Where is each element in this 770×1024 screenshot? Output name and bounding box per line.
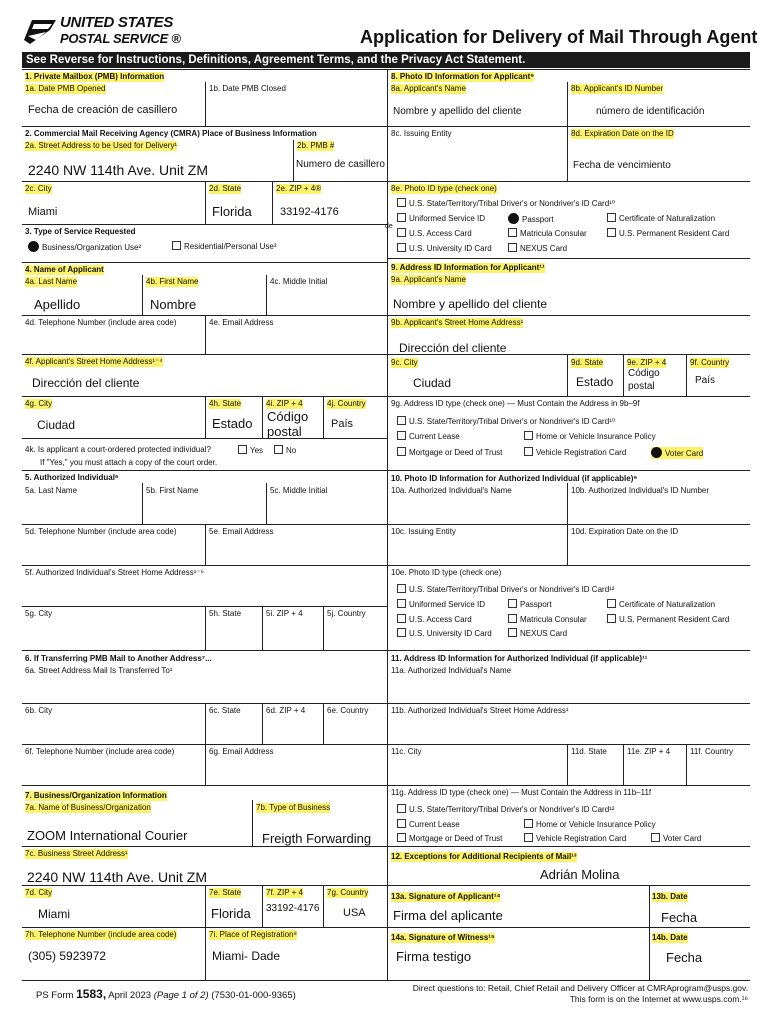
- s9-id-vehicle[interactable]: Vehicle Registration Card: [524, 447, 626, 458]
- s4a-label: 4a. Last Name: [25, 277, 78, 286]
- s2-heading: 2. Commercial Mail Receiving Agency (CMRA) Place of Business Information: [25, 129, 317, 138]
- checkbox[interactable]: [397, 628, 406, 637]
- divider: [567, 744, 568, 785]
- footer-internet: This form is on the Internet at www.usps.com.¹⁶: [569, 994, 748, 1004]
- s7-heading: 7. Business/Organization Information: [25, 791, 167, 800]
- s11b-label: 11b. Authorized Individual's Street Home Address¹: [391, 706, 569, 715]
- s9a-value[interactable]: Nombre y apellido del cliente: [393, 297, 548, 311]
- checkbox[interactable]: [607, 614, 616, 623]
- s1b-label: 1b. Date PMB Closed: [209, 84, 286, 93]
- applicant-date[interactable]: Fecha: [661, 910, 698, 925]
- checkbox[interactable]: [397, 243, 406, 252]
- s8d-value[interactable]: Fecha de vencimiento: [573, 160, 671, 171]
- page-title: Application for Delivery of Mail Through Agent: [360, 27, 758, 47]
- s3-heading: 3. Type of Service Requested: [25, 227, 136, 236]
- s10-id-state[interactable]: U.S. State/Territory/Tribal Driver's or Nondriver's ID Card¹²: [397, 584, 614, 595]
- s10e-label: 10e. Photo ID type (check one): [391, 568, 502, 577]
- divider: [22, 69, 750, 70]
- s4i-label: 4i. ZIP + 4: [266, 399, 303, 408]
- s8-id-nexus[interactable]: NEXUS Card: [508, 243, 567, 254]
- checkbox[interactable]: [397, 431, 406, 440]
- s11-id-voter[interactable]: Voter Card: [651, 833, 701, 844]
- divider: [567, 126, 568, 181]
- divider: [686, 354, 687, 396]
- divider: [262, 396, 263, 438]
- center-divider: [387, 69, 388, 981]
- s2e-value[interactable]: 33192-4176: [280, 206, 339, 218]
- checkbox[interactable]: [172, 241, 181, 250]
- divider: [205, 606, 206, 650]
- s2e-label: 2e. ZIP + 4®: [276, 184, 322, 193]
- checkbox[interactable]: [397, 198, 406, 207]
- s5a-label: 5a. Last Name: [25, 486, 78, 495]
- checkbox[interactable]: [508, 228, 517, 237]
- divider: [567, 524, 568, 565]
- s1a-value[interactable]: Fecha de creación de casillero: [28, 104, 178, 116]
- divider: [293, 140, 294, 181]
- divider: [272, 181, 273, 224]
- checkbox[interactable]: [508, 599, 517, 608]
- s11-id-state[interactable]: U.S. State/Territory/Tribal Driver's or Nondriver's ID Card¹²: [397, 804, 614, 815]
- s7e-value[interactable]: Florida: [211, 906, 251, 921]
- form-number: 1583,: [76, 987, 107, 1001]
- divider: [387, 126, 750, 127]
- s4a-value[interactable]: Apellido: [34, 297, 81, 312]
- s9e-value1[interactable]: Código: [628, 368, 660, 379]
- divider: [387, 258, 750, 259]
- s9b-label: 9b. Applicant's Street Home Address¹: [391, 318, 524, 327]
- s9f-value[interactable]: País: [695, 375, 716, 386]
- s7e-label: 7e. State: [209, 888, 242, 897]
- s9c-value[interactable]: Ciudad: [413, 376, 452, 390]
- divider: [205, 703, 206, 744]
- divider: [623, 744, 624, 785]
- checkbox[interactable]: [524, 833, 533, 842]
- divider: [205, 82, 206, 126]
- checkbox[interactable]: [397, 584, 406, 593]
- s13b-label: 13b. Date: [652, 892, 688, 901]
- divider: [266, 275, 267, 315]
- s8-id-matricula[interactable]: Matricula Consular: [508, 228, 587, 239]
- checkbox[interactable]: [274, 445, 283, 454]
- divider: [387, 650, 750, 651]
- divider: [323, 885, 324, 927]
- s11-id-lease[interactable]: Current Lease: [397, 819, 460, 830]
- s1a-label: 1a. Date PMB Opened: [25, 84, 106, 93]
- divider: [567, 483, 568, 524]
- divider: [142, 483, 143, 524]
- s11d-label: 11d. State: [571, 747, 607, 756]
- divider: [262, 606, 263, 650]
- s9a-label: 9a. Applicant's Name: [391, 275, 466, 284]
- s8a-value[interactable]: Nombre y apellido del cliente: [393, 106, 522, 117]
- checkbox[interactable]: [524, 447, 533, 456]
- s11-heading: 11. Address ID Information for Authorized Individual (if applicable)¹¹: [391, 654, 648, 663]
- radio-checked[interactable]: [651, 447, 662, 458]
- s6b-label: 6b. City: [25, 706, 53, 715]
- divider: [387, 315, 750, 316]
- applicant-signature[interactable]: Firma del aplicante: [393, 908, 503, 923]
- s6d-label: 6d. ZIP + 4: [266, 706, 306, 715]
- divider: [22, 470, 387, 471]
- s5g-label: 5g. City: [25, 609, 53, 618]
- s9-id-state[interactable]: U.S. State/Territory/Tribal Driver's or Nondriver's ID Card¹⁰: [397, 416, 615, 427]
- divider: [387, 524, 750, 525]
- protected-yes-option[interactable]: Yes: [238, 445, 263, 456]
- s9e-label: 9e. ZIP + 4: [627, 358, 667, 367]
- s13a-label: 13a. Signature of Applicant¹⁴: [391, 892, 501, 901]
- s8-id-state[interactable]: U.S. State/Territory/Tribal Driver's or Nondriver's ID Card¹⁰: [397, 198, 615, 209]
- s4g-value[interactable]: Ciudad: [37, 418, 76, 432]
- divider: [649, 885, 650, 980]
- checkbox[interactable]: [607, 213, 616, 222]
- divider: [205, 396, 206, 438]
- s6f-label: 6f. Telephone Number (include area code): [25, 747, 175, 756]
- s8-id-naturalization[interactable]: Certificate of Naturalization: [607, 213, 715, 224]
- s7h-value[interactable]: (305) 5923972: [28, 949, 107, 963]
- divider: [22, 224, 387, 225]
- checkbox[interactable]: [397, 447, 406, 456]
- divider: [205, 744, 206, 785]
- divider: [387, 846, 750, 847]
- s8d-label: 8d. Expiration Date on the ID: [571, 129, 674, 138]
- s5i-label: 5i. ZIP + 4: [266, 609, 303, 618]
- divider: [387, 565, 750, 566]
- s10c-label: 10c. Issuing Entity: [391, 527, 456, 536]
- checkbox[interactable]: [607, 228, 616, 237]
- divider: [387, 885, 750, 886]
- radio-checked[interactable]: [28, 241, 39, 252]
- s8-heading: 8. Photo ID Information for Applicant⁹: [391, 72, 535, 81]
- s4k-label: 4k. Is applicant a court-ordered protected individual?: [25, 445, 211, 454]
- checkbox[interactable]: [397, 599, 406, 608]
- s4c-label: 4c. Middle Initial: [270, 277, 328, 286]
- divider: [323, 703, 324, 744]
- s4j-value[interactable]: País: [331, 418, 354, 430]
- s2d-label: 2d. State: [209, 184, 242, 193]
- divider: [205, 181, 206, 224]
- divider: [262, 885, 263, 927]
- s5b-label: 5b. First Name: [146, 486, 199, 495]
- footer-questions: Direct questions to: Retail, Chief Retail and Delivery Officer at CMRAprogram@usps.gov.: [412, 983, 748, 993]
- business-use-option[interactable]: Business/Organization Use²: [28, 241, 141, 253]
- divider: [22, 565, 387, 566]
- s5d-label: 5d. Telephone Number (include area code): [25, 527, 177, 536]
- logo-line1: UNITED STATES: [60, 14, 174, 31]
- form-prefix: PS Form: [36, 990, 77, 1001]
- s10-id-nexus[interactable]: NEXUS Card: [508, 628, 567, 639]
- s2a-label: 2a. Street Address to be Used for Delivery¹: [25, 141, 178, 150]
- s10-id-access[interactable]: U.S. Access Card: [397, 614, 472, 625]
- s6-heading: 6. If Transferring PMB Mail to Another Address⁷...: [25, 654, 212, 663]
- s10b-label: 10b. Authorized Individual's ID Number: [571, 486, 710, 495]
- form-id: [36, 987, 296, 1001]
- s8-id-uniformed[interactable]: Uniformed Service ID: [397, 213, 485, 224]
- s4b-label: 4b. First Name: [146, 277, 199, 286]
- divider: [205, 885, 206, 980]
- s4f-value[interactable]: Dirección del cliente: [32, 376, 140, 390]
- divider: [22, 354, 387, 355]
- s7d-value[interactable]: Miami: [38, 907, 70, 921]
- s8c-label: 8c. Issuing Entity: [391, 129, 452, 138]
- s11-id-vehicle[interactable]: Vehicle Registration Card: [524, 833, 626, 844]
- checkbox[interactable]: [607, 599, 616, 608]
- s10-heading: 10. Photo ID Information for Authorized Individual (if applicable)⁹: [391, 474, 638, 483]
- s5-heading: 5. Authorized Individual⁶: [25, 473, 119, 482]
- s8a-label: 8a. Applicant's Name: [391, 84, 466, 93]
- divider: [22, 785, 387, 786]
- s4h-value[interactable]: Estado: [212, 416, 253, 431]
- form-date: April 2023: [106, 990, 154, 1001]
- s8e-label: 8e. Photo ID type (check one): [391, 184, 497, 193]
- s5f-label: 5f. Authorized Individual's Street Home Address¹⁻⁶: [25, 568, 204, 577]
- s10a-label: 10a. Authorized Individual's Name: [391, 486, 512, 495]
- s5h-label: 5h. State: [209, 609, 242, 618]
- radio-checked[interactable]: [508, 213, 519, 224]
- divider: [387, 181, 750, 182]
- checkbox[interactable]: [524, 431, 533, 440]
- s11e-label: 11e. ZIP + 4: [627, 747, 671, 756]
- s11c-label: 11c. City: [391, 747, 422, 756]
- s10-id-university[interactable]: U.S. University ID Card: [397, 628, 492, 639]
- s6g-label: 6g. Email Address: [209, 747, 274, 756]
- s9c-label: 9c. City: [391, 358, 418, 367]
- s5j-label: 5j. Country: [327, 609, 366, 618]
- s9d-label: 9d. State: [571, 358, 604, 367]
- s4k-note: If "Yes," you must attach a copy of the court order.: [40, 458, 218, 467]
- footer-contact: [413, 983, 748, 1005]
- checkbox[interactable]: [397, 819, 406, 828]
- s7c-label: 7c. Business Street Address¹: [25, 849, 128, 858]
- s10-id-matricula[interactable]: Matricula Consular: [508, 614, 587, 625]
- stray-text: de: [385, 223, 393, 230]
- s8b-value[interactable]: número de identificación: [596, 106, 705, 117]
- s8b-label: 8b. Applicant's ID Number: [571, 84, 664, 93]
- s4b-value[interactable]: Nombre: [150, 297, 197, 312]
- s10-id-permanent[interactable]: U.S. Permanent Resident Card: [607, 614, 729, 625]
- instructions-bar: See Reverse for Instructions, Definitions, Agreement Terms, and the Privacy Act Statement.: [22, 52, 750, 68]
- s6e-label: 6e. Country: [327, 706, 369, 715]
- divider: [142, 275, 143, 315]
- s14b-label: 14b. Date: [652, 933, 688, 942]
- s10-id-passport[interactable]: Passport: [508, 599, 552, 610]
- checkbox[interactable]: [651, 833, 660, 842]
- s9f-label: 9f. Country: [690, 358, 730, 367]
- s6a-label: 6a. Street Address Mail Is Transferred To¹: [25, 666, 173, 675]
- s4h-label: 4h. State: [209, 399, 242, 408]
- s8-id-passport[interactable]: Passport: [508, 213, 554, 225]
- s4f-label: 4f. Applicant's Street Home Address¹⁻⁴: [25, 357, 163, 366]
- s7g-value[interactable]: USA: [343, 907, 366, 919]
- s4i-value2[interactable]: postal: [267, 424, 302, 439]
- s5e-label: 5e. Email Address: [209, 527, 274, 536]
- witness-signature[interactable]: Firma testigo: [396, 949, 472, 964]
- s9d-value[interactable]: Estado: [576, 375, 614, 389]
- s7f-value[interactable]: 33192-4176: [266, 903, 320, 914]
- s10-id-uniformed[interactable]: Uniformed Service ID: [397, 599, 485, 610]
- s4d-label: 4d. Telephone Number (include area code): [25, 318, 177, 327]
- divider: [22, 262, 387, 263]
- divider: [22, 438, 387, 439]
- witness-date[interactable]: Fecha: [666, 950, 703, 965]
- checkbox[interactable]: [397, 416, 406, 425]
- s2c-value[interactable]: Miami: [28, 206, 58, 218]
- s9-id-lease[interactable]: Current Lease: [397, 431, 460, 442]
- protected-no-option[interactable]: No: [274, 445, 296, 456]
- s7f-label: 7f. ZIP + 4: [266, 888, 303, 897]
- eagle-icon: [22, 16, 56, 46]
- s12-value[interactable]: Adrián Molina: [540, 867, 620, 882]
- s9-id-voter[interactable]: Voter Card: [651, 447, 703, 459]
- divider: [686, 744, 687, 785]
- s4i-value1[interactable]: Código: [267, 409, 309, 424]
- s8-id-university[interactable]: U.S. University ID Card: [397, 243, 492, 254]
- usps-logo: [22, 14, 182, 48]
- s9-id-mortgage[interactable]: Mortgage or Deed of Trust: [397, 447, 502, 458]
- s7b-value[interactable]: Freigth Forwarding: [262, 831, 372, 846]
- divider: [623, 354, 624, 396]
- checkbox[interactable]: [238, 445, 247, 454]
- s7c-value[interactable]: 2240 NW 114th Ave. Unit ZM: [27, 869, 208, 885]
- s7a-label: 7a. Name of Business/Organization: [25, 803, 151, 812]
- s11f-label: 11f. Country: [690, 747, 733, 756]
- s2b-label: 2b. PMB #: [297, 141, 335, 150]
- s9b-value[interactable]: Dirección del cliente: [399, 341, 507, 355]
- personal-use-option[interactable]: Residential/Personal Use³: [172, 241, 277, 252]
- divider: [205, 315, 206, 354]
- s4e-label: 4e. Email Address: [209, 318, 274, 327]
- checkbox[interactable]: [508, 243, 517, 252]
- s11-id-mortgage[interactable]: Mortgage or Deed of Trust: [397, 833, 502, 844]
- s8-id-permanent[interactable]: U.S. Permanent Resident Card: [607, 228, 729, 239]
- s2b-value[interactable]: Numero de casillero: [296, 159, 385, 170]
- divider: [22, 980, 750, 981]
- s9e-value2[interactable]: postal: [628, 381, 655, 392]
- divider: [252, 800, 253, 846]
- s11-id-insurance[interactable]: Home or Vehicle Insurance Policy: [524, 819, 656, 830]
- divider: [262, 703, 263, 744]
- s5c-label: 5c. Middle Initial: [270, 486, 328, 495]
- s11g-label: 11g. Address ID type (check one) — Must Contain the Address in 11b–11f: [391, 788, 652, 797]
- divider: [387, 744, 750, 745]
- divider: [22, 846, 387, 847]
- checkbox[interactable]: [397, 213, 406, 222]
- s7d-label: 7d. City: [25, 888, 53, 897]
- s9g-label: 9g. Address ID type (check one) — Must Contain the Address in 9b–9f: [391, 399, 640, 408]
- s14a-label: 14a. Signature of Witness¹⁵: [391, 933, 495, 942]
- checkbox[interactable]: [397, 804, 406, 813]
- s6c-label: 6c. State: [209, 706, 241, 715]
- divider: [387, 470, 750, 471]
- s4-heading: 4. Name of Applicant: [25, 265, 104, 274]
- s9-id-insurance[interactable]: Home or Vehicle Insurance Policy: [524, 431, 656, 442]
- s7g-label: 7g. Country: [327, 888, 369, 897]
- s11a-label: 11a. Authorized Individual's Name: [391, 666, 512, 675]
- s2c-label: 2c. City: [25, 184, 52, 193]
- divider: [387, 703, 750, 704]
- divider: [387, 927, 750, 928]
- s4g-label: 4g. City: [25, 399, 53, 408]
- s7i-value[interactable]: Miami- Dade: [212, 949, 281, 963]
- divider: [387, 785, 750, 786]
- form-psn: (7530-01-000-9365): [208, 990, 296, 1001]
- checkbox[interactable]: [397, 614, 406, 623]
- divider: [22, 126, 387, 127]
- s9-heading: 9. Address ID Information for Applicant¹¹: [391, 263, 545, 272]
- s7b-label: 7b. Type of Business: [256, 803, 331, 812]
- s8-id-access[interactable]: U.S. Access Card: [397, 228, 472, 239]
- s2d-value[interactable]: Florida: [212, 204, 252, 219]
- s4j-label: 4j. Country: [327, 399, 366, 408]
- divider: [567, 354, 568, 396]
- form-page: (Page 1 of 2): [153, 990, 209, 1001]
- checkbox[interactable]: [524, 819, 533, 828]
- checkbox[interactable]: [508, 628, 517, 637]
- s7a-value[interactable]: ZOOM International Courier: [27, 828, 188, 843]
- divider: [205, 524, 206, 565]
- s7i-label: 7i. Place of Registration⁸: [209, 930, 297, 939]
- checkbox[interactable]: [508, 614, 517, 623]
- divider: [387, 396, 750, 397]
- divider: [323, 396, 324, 438]
- divider: [567, 82, 568, 126]
- s2a-value[interactable]: 2240 NW 114th Ave. Unit ZM: [28, 162, 209, 178]
- s7h-label: 7h. Telephone Number (include area code): [25, 930, 177, 939]
- s12-heading: 12. Exceptions for Additional Recipients of Mail¹³: [391, 852, 577, 861]
- s10d-label: 10d. Expiration Date on the ID: [571, 527, 679, 536]
- s1-heading: 1. Private Mailbox (PMB) Information: [25, 72, 165, 81]
- checkbox[interactable]: [397, 228, 406, 237]
- checkbox[interactable]: [397, 833, 406, 842]
- divider: [266, 483, 267, 524]
- logo-line2: POSTAL SERVICE ®: [60, 31, 181, 46]
- s10-id-naturalization[interactable]: Certificate of Naturalization: [607, 599, 715, 610]
- divider: [323, 606, 324, 650]
- divider: [22, 650, 387, 651]
